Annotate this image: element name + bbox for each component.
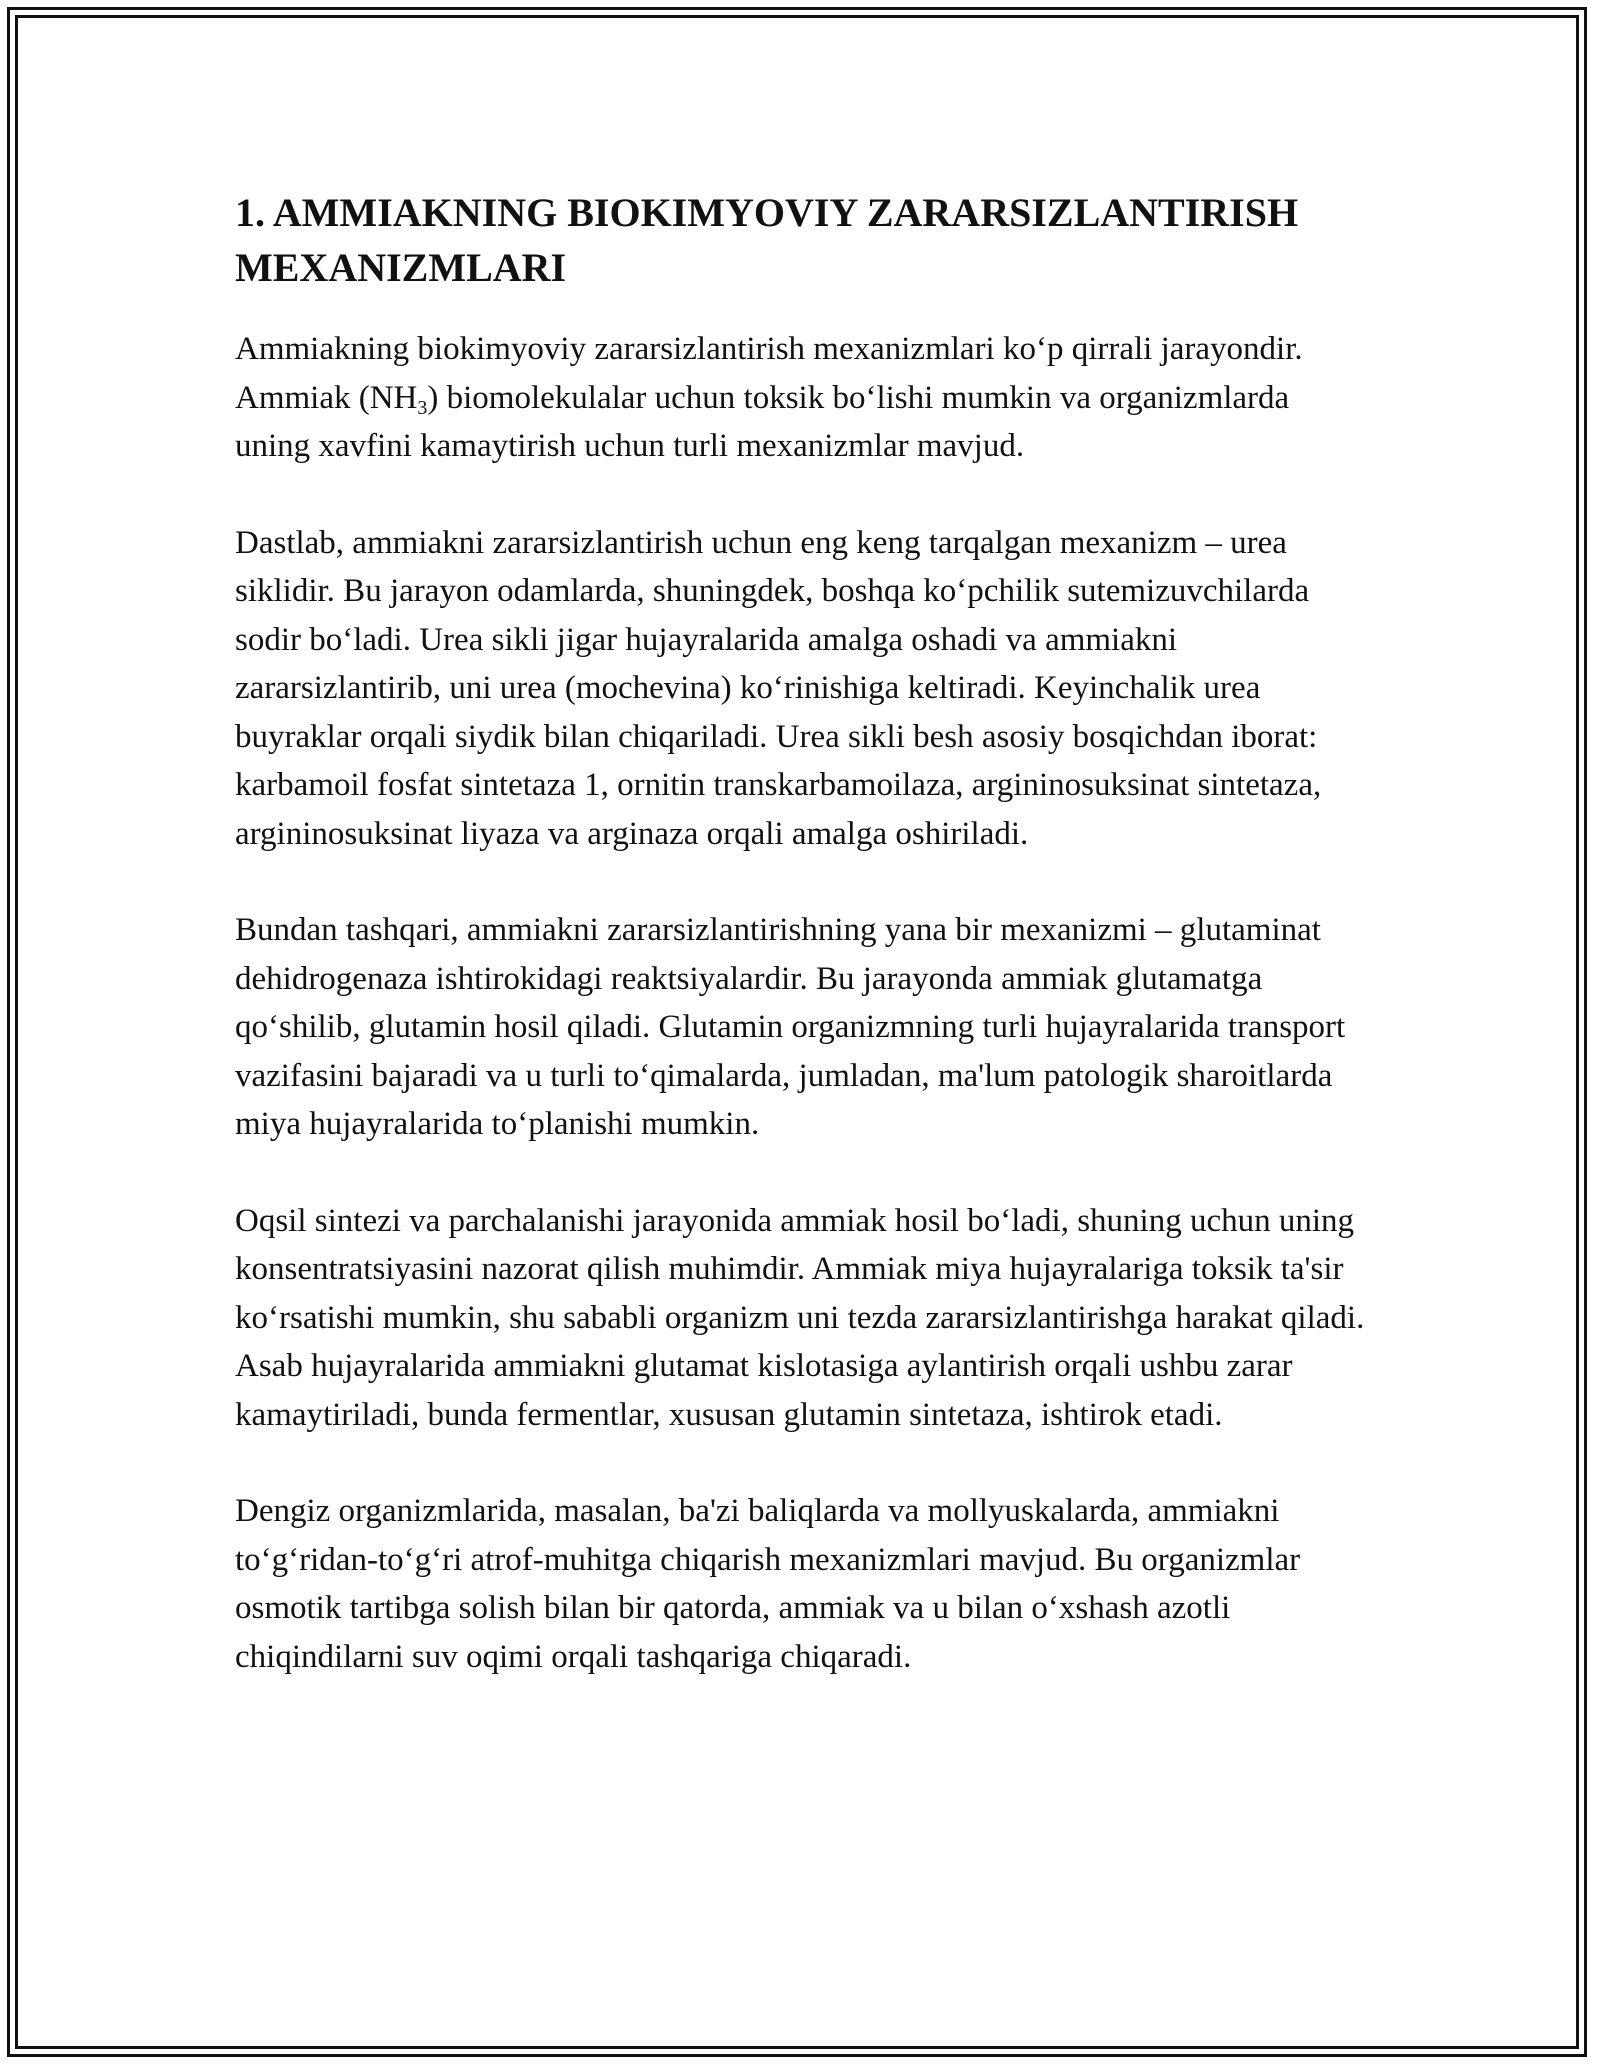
paragraph-protein-synthesis: Oqsil sintezi va parchalanishi jarayonida ammiak hosil bo‘ladi, shuning uchun uning konsentratsiyasini nazorat qilish muhimdir. Ammiak miya hujayralariga toksik ta'sir ko‘rsatishi mumkin, shu sababli organizm uni tezda zararsizlantirishga harakat qiladi. Asab hujayralarida ammiakni glutamat kislotasiga aylantirish orqali ushbu zarar kamaytiriladi, bunda fermentlar, xususan glutamin sintetaza, ishtirok etadi.: [235, 1202, 1365, 1433]
paragraph-intro-text-cont: ) biomolekulalar uchun toksik bo‘lishi mumkin va organizmlarda uning xavfini kamaytirish uchun turli mexanizmlar mavjud.: [235, 379, 1290, 464]
paragraph-glutamine: Bundan tashqari, ammiakni zararsizlantirishning yana bir mexanizmi – glutaminat dehidrogenaza ishtirokidagi reaktsiyalardir. Bu jarayonda ammiak glutamatga qo‘shilib, glutamin hosil qiladi. Glutamin organizmning turli hujayralarida transport vazifasini bajaradi va u turli to‘qimalarda, jumladan, ma'lum patologik sharoitlarda miya hujayralarida to‘planishi mumkin.: [235, 912, 1346, 1142]
paragraph-intro: [235, 325, 1370, 471]
document-body: [235, 185, 1370, 1729]
paragraph-marine-organisms: Dengiz organizmlarida, masalan, ba'zi baliqlarda va mollyuskalarda, ammiakni to‘g‘ridan-to‘g‘ri atrof-muhitga chiqarish mexanizmlari mavjud. Bu organizmlar osmotik tartibga solish bilan bir qatorda, ammiak va u bilan o‘xshash azotli chiqindilarni suv oqimi orqali tashqariga chiqaradi.: [235, 1493, 1301, 1675]
paragraph-urea-cycle: Dastlab, ammiakni zararsizlantirish uchun eng keng tarqalgan mexanizm – urea siklidir. Bu jarayon odamlarda, shuningdek, boshqa ko‘pchilik sutemizuvchilarda sodir bo‘ladi. Urea sikli jigar hujayralarida amalga oshadi va ammiakni zararsizlantirib, uni urea (mochevina) ko‘rinishiga keltiradi. Keyinchalik urea buyraklar orqali siydik bilan chiqariladi. Urea sikli besh asosiy bosqichdan iborat: karbamoil fosfat sintetaza 1, ornitin transkarbamoilaza, argininosuksinat sintetaza, argininosuksinat liyaza va arginaza orqali amalga oshiriladi.: [235, 524, 1322, 852]
subscript: 3: [417, 396, 428, 419]
section-heading: 1. AMMIAKNING BIOKIMYOVIY ZARARSIZLANTIRISH MEXANIZMLARI: [235, 190, 1299, 290]
paragraph-intro-text: Ammiakning biokimyoviy zararsizlantirish mexanizmlari ko‘p qirrali jarayondir. Ammiak (NH: [235, 331, 1303, 416]
